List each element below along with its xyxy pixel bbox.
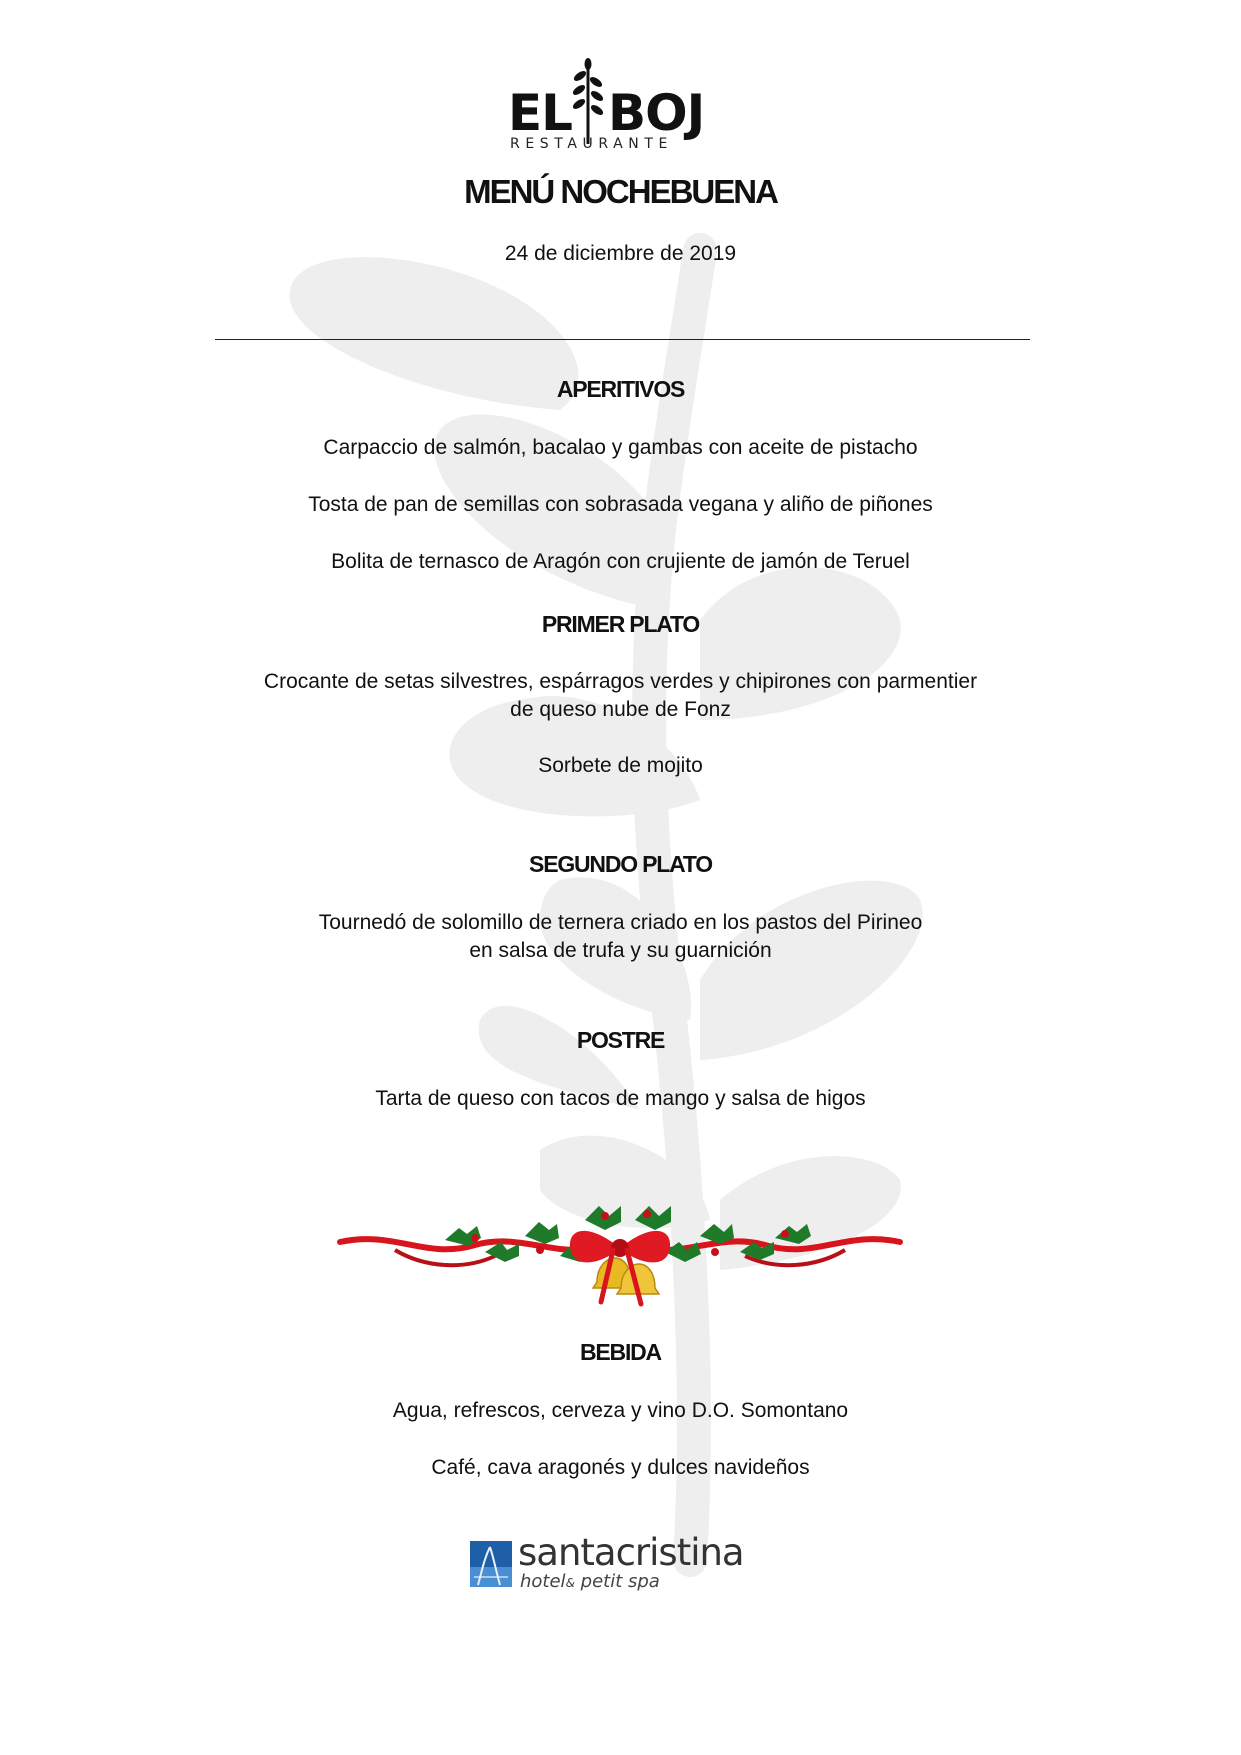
menu-item: Carpaccio de salmón, bacalao y gambas con aceite de pistacho bbox=[323, 436, 918, 459]
menu-item: Agua, refrescos, cerveza y vino D.O. Somontano bbox=[392, 1399, 849, 1422]
menu-title: MENÚ NOCHEBUENA bbox=[464, 173, 777, 210]
logo-word-el: EL bbox=[508, 84, 573, 142]
section-heading-segundo-plato: SEGUNDO PLATO bbox=[529, 851, 712, 877]
menu-item: Sorbete de mojito bbox=[538, 754, 703, 777]
menu-item-line: en salsa de trufa y su guarnición bbox=[469, 939, 772, 962]
hotel-emblem-icon bbox=[470, 1541, 512, 1587]
logo-word-boj: BOJ bbox=[608, 84, 705, 142]
santacristina-logo bbox=[470, 1531, 770, 1599]
section-heading-primer-plato: PRIMER PLATO bbox=[541, 611, 700, 637]
hotel-word: hotel bbox=[520, 1571, 566, 1592]
hotel-subtitle bbox=[520, 1571, 660, 1592]
menu-item: Bolita de ternasco de Aragón con crujiente de jamón de Teruel bbox=[331, 550, 910, 573]
logo-subtitle: RESTAURANTE bbox=[510, 136, 673, 152]
menu-item: Café, cava aragonés y dulces navideños bbox=[431, 1456, 810, 1479]
hotel-spa: petit spa bbox=[580, 1571, 660, 1592]
section-heading-bebida: BEBIDA bbox=[580, 1339, 661, 1365]
el-boj-logo bbox=[508, 58, 738, 154]
menu-date: 24 de diciembre de 2019 bbox=[504, 242, 737, 265]
section-heading-postre: POSTRE bbox=[576, 1027, 665, 1053]
divider-line bbox=[215, 339, 1030, 340]
menu-item-line: Crocante de setas silvestres, espárragos verdes y chipirones con parmentier bbox=[263, 670, 978, 693]
menu-item: Tarta de queso con tacos de mango y salsa de higos bbox=[375, 1087, 866, 1110]
sprig-icon bbox=[564, 58, 612, 146]
menu-item-line: Tournedó de solomillo de ternera criado en los pastos del Pirineo bbox=[318, 911, 923, 934]
hotel-name: santacristina bbox=[518, 1531, 744, 1574]
hotel-ampersand: & bbox=[565, 1576, 575, 1590]
christmas-garland-icon bbox=[335, 1190, 905, 1310]
section-heading-aperitivos: APERITIVOS bbox=[556, 376, 685, 402]
menu-item-line: de queso nube de Fonz bbox=[510, 698, 731, 721]
menu-item: Tosta de pan de semillas con sobrasada vegana y aliño de piñones bbox=[308, 493, 933, 516]
